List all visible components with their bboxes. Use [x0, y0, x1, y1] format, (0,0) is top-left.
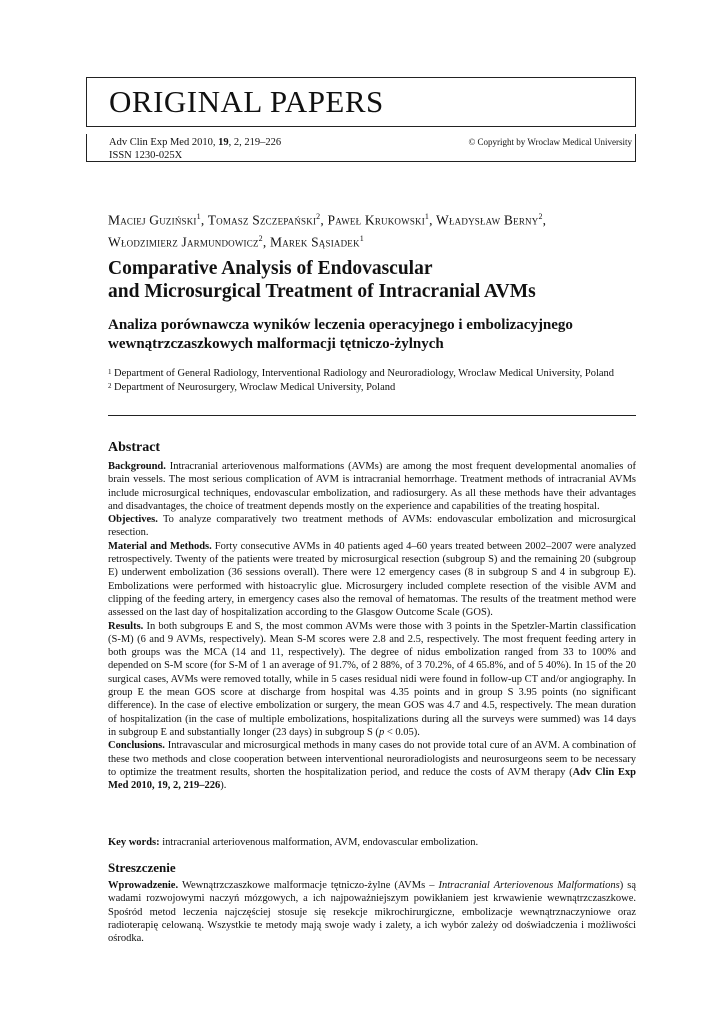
- keywords: [108, 836, 636, 849]
- abstract-objectives: [108, 513, 636, 540]
- section-text-italic: Intracranial Arteriovenous Malformations: [438, 880, 620, 891]
- p-value-symbol: p: [378, 726, 385, 738]
- keywords-text: intracranial arteriovenous malformation, AVM, endovascular embolization.: [159, 837, 479, 848]
- author-affiliation-mark: 1: [359, 233, 364, 243]
- section-text: ).: [220, 780, 227, 792]
- section-text: ) są wadami rozwojowymi naczyń mózgowych, a ich najpoważniejszym powikłaniem jest krwawienie wewnątrzczaszkowe. Spośród metod leczenia najczęściej stosuje się resekcje mikrochirurgiczne, embolizacje wewnątrznaczyniowe oraz radioterapię celowaną. Wszystkie te metody mają swoje wady i zalety, a ich wybór zależy od doświadczenia i możliwości ośrodka.: [108, 880, 636, 945]
- section-banner: [86, 77, 636, 127]
- section-label: Material and Methods.: [108, 540, 212, 552]
- abstract-background: [108, 460, 636, 513]
- affiliation-number: 2: [108, 381, 112, 390]
- section-text: < 0.05).: [384, 726, 420, 738]
- author-name: Włodzimierz Jarmundowicz: [108, 234, 259, 249]
- affiliation-text: Department of General Radiology, Interventional Radiology and Neuroradiology, Wroclaw Medical University, Poland: [114, 368, 615, 379]
- abstract-body: [108, 460, 636, 792]
- citation-prefix: Adv Clin Exp Med 2010,: [109, 137, 219, 148]
- title-line: and Microsurgical Treatment of Intracranial AVMs: [108, 281, 536, 302]
- section-text: In both subgroups E and S, the most common AVMs were those with 3 points in the Spetzler-Martin classification (S-M) (6 and 9 AVMs, respectively). Mean S-M scores were 2.8 and 2.5, respectively. The most frequent feeding artery in both groups was the MCA (14 and 11, respectively). The degree of nidus embolization ranged from 33 to 100% and depended on S-M score (for S-M of 1 an average of 91.7%, of 2 88%, of 3 70.2%, of 4 65.8%, and of 5 40%). In 15 of the 20 surgical cases, AVMs were removed totally, while in 5 cases residual nidi were found in follow-up CT and/or angiography. In group E the mean GOS score at discharge from hospital was 4.35 points and in group S 3.95 points (no significant difference). In the case of elective embolization or surgery, the mean GOS was 4.7 and 4.5, respectively. The mean duration of hospitalization (in the case of multiple embolizations, hospitalizations during all the surveys were summed) was 14 days in subgroup E and substantially longer (23 days) in subgroup S (: [108, 620, 636, 738]
- section-text: Forty consecutive AVMs in 40 patients aged 4–60 years treated between 2002–2007 were analyzed retrospectively. Twenty of the patients were treated by microsurgical resection (subgroup S) and the remaining 20 (subgroup E) underwent embolization (36 sessions overall). There were 12 emergency cases (8 in subgroup S and 4 in subgroup E). Embolizations were performed with histoacrylic glue. Microsurgery included complete resection of the visible AVM and clipping of the feeding artery, in emergency cases also the removal of hematomas. The results of the treatment method were assessed on the last day of hospitalization according to the Glasgow Outcome Scale (GOS).: [108, 540, 636, 619]
- author-name: Maciej Guziński: [108, 212, 197, 228]
- author-name: Władysław Berny: [436, 212, 539, 228]
- abstract-methods: [108, 540, 636, 620]
- affiliation-text: Department of Neurosurgery, Wroclaw Medical University, Poland: [114, 381, 396, 393]
- author-affiliation-mark: 2: [316, 212, 321, 221]
- abstract-conclusions: [108, 739, 636, 792]
- subtitle-line: Analiza porównawcza wyników leczenia operacyjnego i embolizacyjnego: [108, 317, 573, 333]
- author-name: Paweł Krukowski: [327, 212, 425, 228]
- author-affiliation-mark: 1: [424, 212, 430, 221]
- abstract-heading: Abstract: [108, 440, 161, 455]
- section-text: To analyze comparatively two treatment methods of AVMs: endovascular embolization and microsurgical resection.: [108, 514, 636, 539]
- section-label: Wprowadzenie.: [108, 880, 179, 891]
- paper-subtitle: [108, 316, 648, 354]
- section-label: Background.: [108, 461, 166, 472]
- affiliation: [108, 381, 638, 395]
- section-label: Results.: [108, 620, 144, 632]
- author-affiliation-mark: 1: [196, 212, 201, 221]
- copyright-notice: © Copyright by Wroclaw Medical University: [468, 137, 632, 147]
- streszczenie-heading: Streszczenie: [108, 860, 176, 875]
- title-line: Comparative Analysis of Endovascular: [108, 258, 433, 279]
- issn: ISSN 1230-025X: [109, 149, 183, 161]
- author-list: Maciej Guziński$^1$, Tomasz Szczepański$^2$, Paweł Krukowski$^1$, Władysław Berny$^2$, Włodzimierz Jarmundowicz$^2$, Marek Sąsiadek$^1$: [108, 212, 547, 249]
- author-name: Marek Sąsiadek: [270, 234, 360, 249]
- paper-title: [108, 257, 648, 303]
- section-title: ORIGINAL PAPERS: [109, 84, 384, 119]
- section-text: Intracranial arteriovenous malformations (AVMs) are among the most frequent developmental anomalies of brain vessels. The most serious complication of AVM is intracranial hemorrhage. Treatment methods of intracranial AVMs include microsurgical techniques, endovascular embolization, and radiosurgery. As all these methods have their advantages and disadvantages, the choice of treatment depends mostly on the experience and capabilities of the treating hospital.: [108, 461, 636, 512]
- divider: [108, 415, 636, 416]
- author-name: Tomasz Szczepański: [207, 212, 317, 228]
- section-label: Objectives.: [108, 514, 158, 526]
- citation-reference: Adv Clin Exp Med 2010, 19, 2, 219–226: [108, 766, 636, 792]
- journal-citation: [109, 137, 281, 162]
- streszczenie-intro: [108, 879, 636, 945]
- citation-suffix: , 2, 219–226: [228, 137, 282, 148]
- abstract-results: [108, 620, 636, 740]
- section-text: Intravascular and microsurgical methods in many cases do not provide total cure of an AVM. A combination of these two methods and close cooperation between interventional neuroradiologists and neurosurgeons seem to be necessary to optimize the treatment results, shorten the hospitalization period, and reduce the costs of AVM therapy (: [108, 740, 636, 778]
- section-text: Wewnątrzczaszkowe malformacje tętniczo-żylne (AVMs –: [178, 880, 439, 891]
- journal-info-box: [86, 134, 636, 162]
- author-affiliation-mark: 2: [538, 212, 543, 221]
- keywords-label: Key words:: [108, 837, 160, 848]
- affiliation: [108, 367, 638, 381]
- affiliation-number: 1: [108, 368, 112, 376]
- streszczenie-body: [108, 879, 636, 945]
- section-label: Conclusions.: [108, 740, 165, 752]
- subtitle-line: wewnątrzczaszkowych malformacji tętniczo-żylnych: [108, 336, 444, 352]
- affiliations: [108, 367, 638, 394]
- citation-volume: 19: [218, 137, 229, 148]
- author-affiliation-mark: 2: [258, 233, 263, 243]
